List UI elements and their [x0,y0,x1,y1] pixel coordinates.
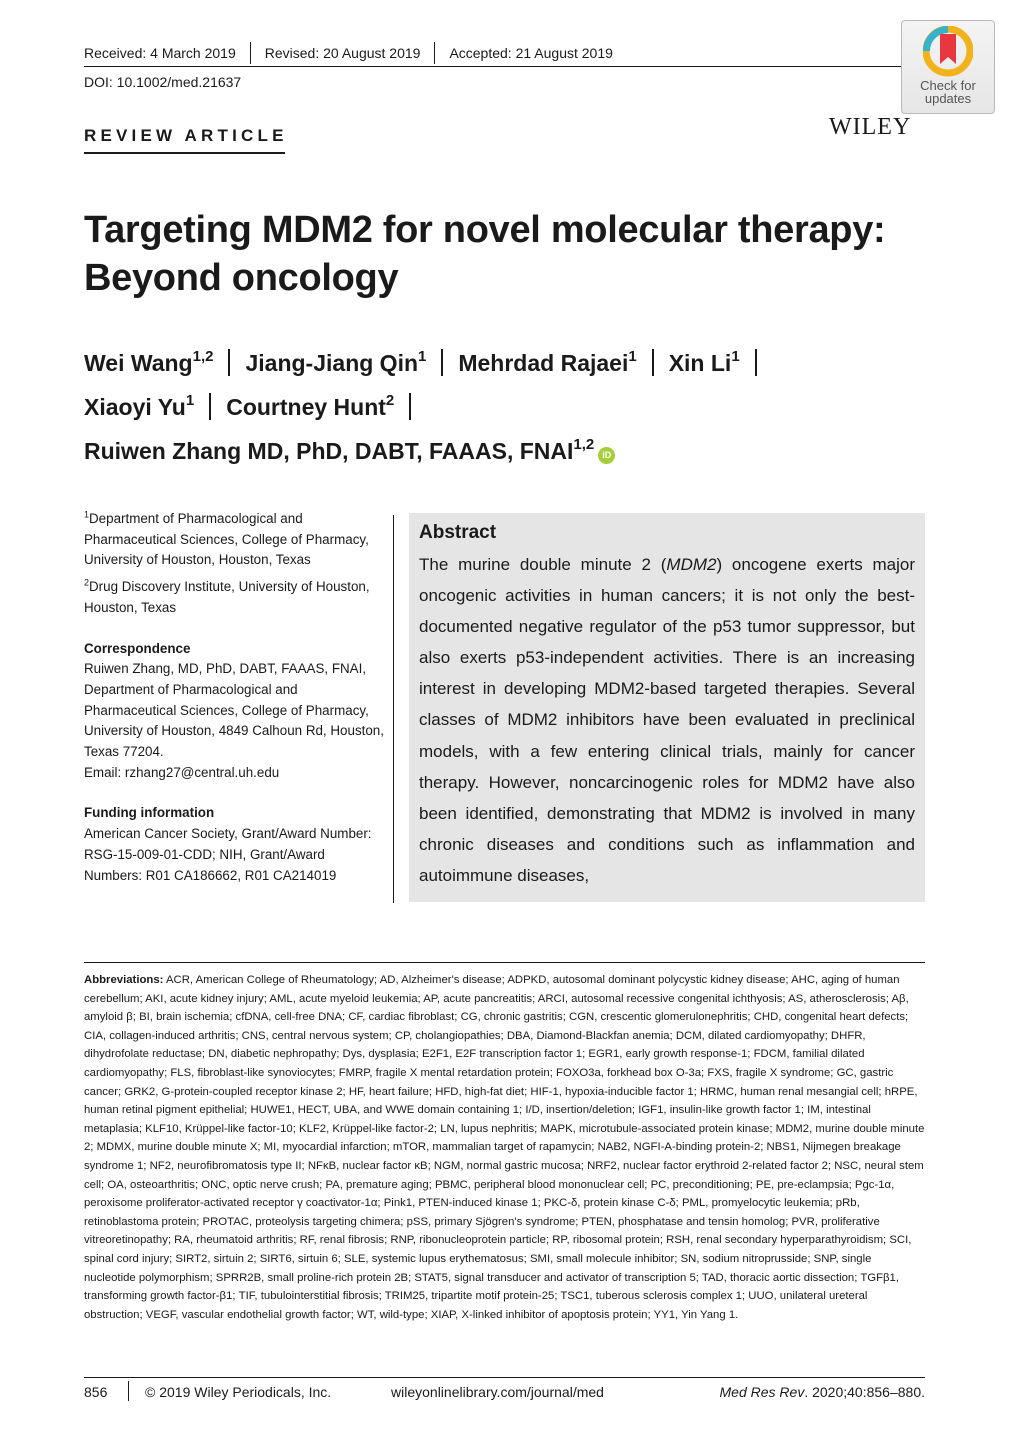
column-divider [393,515,394,903]
crossmark-icon [923,26,973,78]
correspondence-label: Correspondence [84,640,191,656]
affiliations-column [84,509,384,886]
funding-text: American Cancer Society, Grant/Award Number: RSG-15-009-01-CDD; NIH, Grant/Award Numbers: R01 CA186662, R01 CA214019 [84,826,372,883]
abbreviations-text: ACR, American College of Rheumatology; AD, Alzheimer's disease; ADPKD, autosomal dominant polycystic kidney disease; AHC, aging of human cerebellum; AKI, acute kidney injury; AML, acute myeloid leukemia; AP, acute pancreatitis; ARCI, autosomal recessive congenital ichthyosis; AS, atherosclerosis; Aβ, amyloid β; BI, brain ischemia; cfDNA, cell-free DNA; CF, cardiac fibroblast; CG, chronic gastritis; CGN, crescentic glomerulonephritis; CHD, congenital heart defects; CIA, collagen-induced arthritis; CNS, central nervous system; CP, cholangiopathies; DBA, Diamond-Blackfan anemia; DCM, dilated cardiomyopathy; DHFR, dihydrofolate reductase; DN, diabetic nephropathy; Dys, dysplasia; E2F1, E2F transcription factor 1; EGR1, early growth response-1; FDCM, familial dilated cardiomyopathy; FLS, fibroblast-like synoviocytes; FMRP, fragile X mental retardation protein; FOXO3a, forkhead box O-3a; FXS, fragile X syndrome; GC, gastric cancer; GRK2, G-protein-coupled receptor kinase 2; HF, heart failure; HFD, high-fat diet; HIF-1, hypoxia-inducible factor 1; HRMC, human renal mesangial cell; hRPE, human retinal pigment epithelial; HUWE1, HECT, UBA, and WWE domain containing 1; I/D, insertion/deletion; IGF1, insulin-like growth factor 1; IM, intestinal metaplasia; KLF10, Krüppel-like factor-10; KLF2, Krüppel-like factor-2; LN, lupus nephritis; MAPK, microtubule-associated protein kinase; MDM2, murine double minute 2; MDMX, murine double minute X; MI, myocardial infarction; mTOR, mammalian target of rapamycin; NAB2, NGFI-A-binding protein-2; NBS1, Nijmegen breakage syndrome 1; NF2, neurofibromatosis type II; NFκB, nuclear factor κB; NGM, normal gastric mucosa; NRF2, nuclear factor erythroid 2-related factor 2; NSC, neural stem cell; OA, osteoarthritis; ONC, optic nerve crush; PA, premature aging; PBMC, peripheral blood mononuclear cell; PC, preconditioning; PE, pre-eclampsia; Pgc-1α, peroxisome proliferator-activated receptor γ coactivator-1α; Pink1, PTEN-induced kinase 1; PKC-δ, protein kinase C-δ; PML, promyelocytic leukemia; pRb, retinoblastoma protein; PROTAC, proteolysis targeting chimera; pSS, primary Sjögren's syndrome; PTEN, phosphatase and tensin homolog; PVR, proliferative vitreoretinopathy; RA, rheumatoid arthritis; RF, renal fibrosis; RNP, ribonucleoprotein particle; RP, ribosomal protein; RSH, renal secondary hyperparathyroidism; SCI, spinal cord injury; SIRT2, sirtuin 2; SIRT6, sirtuin 6; SLE, systemic lupus erythematosus; SMI, small molecule inhibitor; SN, sodium nitroprusside; SNP, single nucleotide polymorphism; SPRR2B, small proline-rich protein 2B; STAT5, signal transducer and activator of transcription 5; TAD, thoracic aortic dissection; TGFβ1, transforming growth factor-β1; TIF, tubulointerstitial fibrosis; TRIM25, tripartite motif protein-25; TSC1, tuberous sclerosis complex 1; UUO, unilateral ureteral obstruction; VEGF, vascular endothelial growth factor; WT, wild-type; XIAP, X-linked inhibitor of apoptosis protein; YY1, Yin Yang 1. [84,974,925,1321]
author-line-3 [84,429,914,473]
author[interactable]: Xiaoyi Yu$^1$ [84,392,195,420]
abbreviations-label: Abbreviations: [84,974,164,986]
author[interactable]: Mehrdad Rajaei$^1$ [458,348,637,376]
article-type: REVIEW ARTICLE [84,126,288,145]
journal-url[interactable]: wileyonlinelibrary.com/journal/med [391,1384,604,1400]
title-line-2: Beyond oncology [84,257,399,299]
abbreviations [84,971,925,1324]
corresponding-author[interactable]: Ruiwen Zhang MD, PhD, DABT, FAAAS, FNAI$^{1,2}$ [84,436,595,464]
copyright: © 2019 Wiley Periodicals, Inc. [145,1384,332,1400]
title-line-1: Targeting MDM2 for novel molecular therapy: [84,209,886,251]
affiliation: $^1$Department of Pharmacological and Pharmaceutical Sciences, College of Pharmacy, University of Houston, Houston, Texas [84,509,369,568]
affiliation: $^2$Drug Discovery Institute, University of Houston, Houston, Texas [84,577,370,615]
author-separator [441,349,443,376]
received-date: Received: 4 March 2019 [84,45,236,61]
author-line-1 [84,341,914,385]
publisher-logo: WILEY [829,114,912,140]
doi[interactable]: DOI: 10.1002/med.21637 [84,74,242,90]
footer-divider [128,1381,129,1401]
divider [250,42,251,64]
funding-label: Funding information [84,805,215,821]
history-dates [84,42,613,64]
check-for-updates-button[interactable] [901,20,995,114]
author-separator [209,393,211,420]
abstract-heading: Abstract [419,522,497,543]
abbreviations-rule [84,962,925,963]
author-list [84,341,914,473]
accepted-date: Accepted: 21 August 2019 [449,45,613,61]
author-separator [228,349,230,376]
footer-rule [84,1377,925,1378]
article-title [84,206,944,302]
header-rule [84,66,904,67]
author-separator [409,393,411,420]
page-number: 856 [84,1384,108,1400]
revised-date: Revised: 20 August 2019 [264,45,421,61]
article-type-underline [84,152,285,154]
correspondence-text: Ruiwen Zhang, MD, PhD, DABT, FAAAS, FNAI, Department of Pharmacological and Pharmaceutical Sciences, College of Pharmacy, University of Houston, 4849 Calhoun Rd, Houston, Texas 77204. [84,661,384,760]
author[interactable]: Xin Li$^1$ [668,348,740,376]
citation: Med Res Rev. 2020;40:856–880. [719,1384,925,1400]
divider [434,42,435,64]
author[interactable]: Courtney Hunt$^2$ [226,392,395,420]
correspondence-email[interactable]: Email: rzhang27@central.uh.edu [84,764,280,780]
author-line-2 [84,385,914,429]
author[interactable]: Wei Wang$^{1,2}$ [84,348,214,376]
abstract-text: The murine double minute 2 (MDM2) oncogene exerts major oncogenic activities in human cancers; it is not only the best-documented negative regulator of the p53 tumor suppressor, but also exerts p53-independent activities. There is an increasing interest in developing MDM2-based targeted therapies. Several classes of MDM2 inhibitors have been evaluated in preclinical models, with a few entering clinical trials, mainly for cancer therapy. However, noncarcinogenic roles for MDM2 have also been identified, demonstrating that MDM2 is involved in many chronic diseases and conditions such as inflammation and autoimmune diseases, [419,555,915,885]
crossmark-label: Check for updates [920,78,976,106]
author-separator [755,349,757,376]
abstract-box [409,513,925,902]
author-separator [652,349,654,376]
author[interactable]: Jiang-Jiang Qin$^1$ [245,348,427,376]
orcid-icon[interactable]: iD [598,447,615,464]
